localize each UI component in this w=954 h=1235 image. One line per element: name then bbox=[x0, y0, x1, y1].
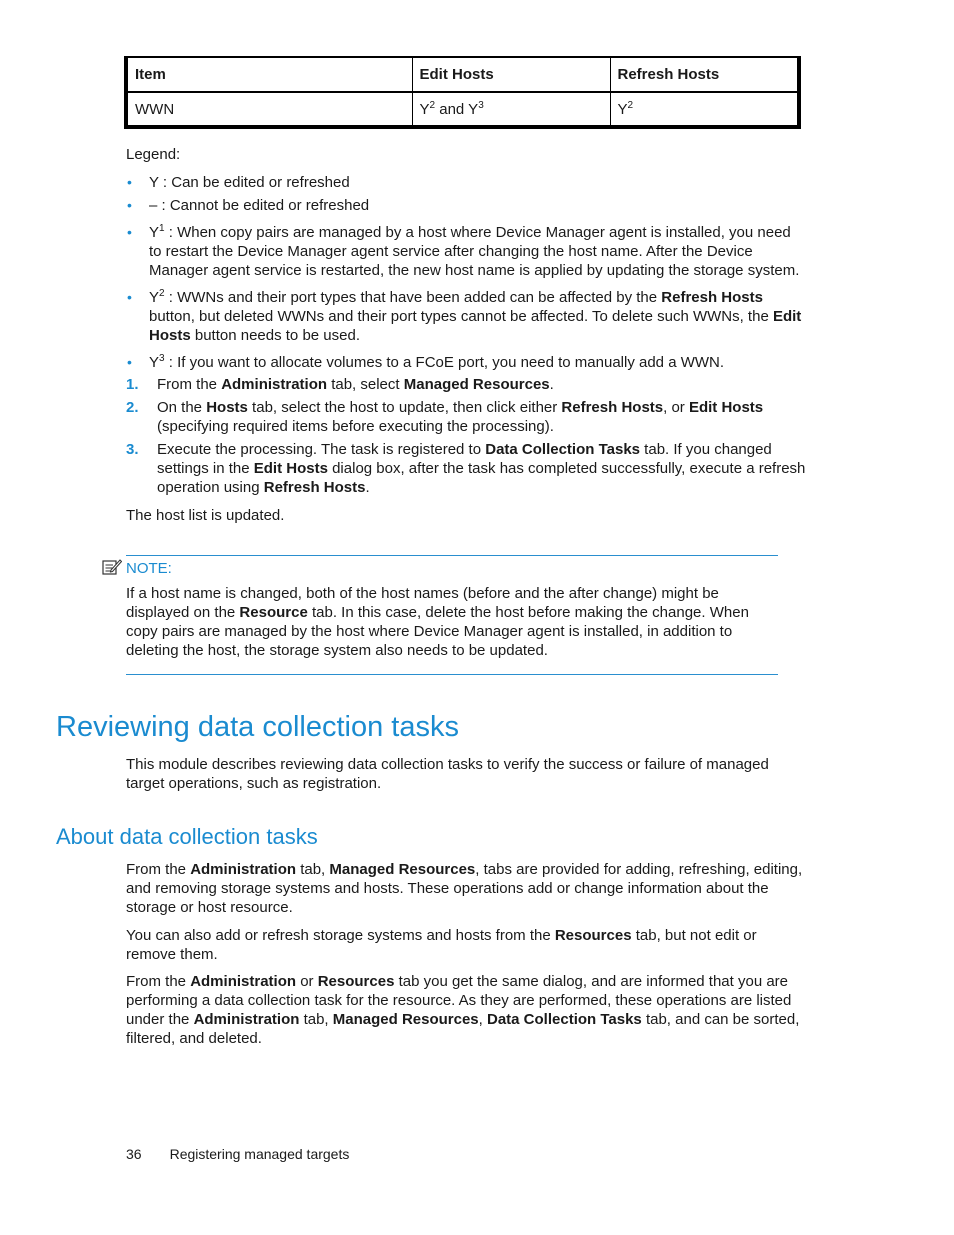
step-2: 2. On the Hosts tab, select the host to update, then click either Refresh Hosts, or Edit Hosts (specifying required items before executing the processing). bbox=[126, 399, 764, 435]
bullet-icon: • bbox=[127, 354, 132, 370]
page-footer bbox=[126, 1145, 349, 1164]
list-item: • – : Cannot be edited or refreshed bbox=[127, 197, 370, 214]
table-row bbox=[126, 92, 799, 127]
note-pencil-icon bbox=[102, 558, 122, 576]
list-item: • $Y^3$ : If you want to allocate volumes to a FCoE port, you need to manually add a WWN. bbox=[127, 353, 725, 371]
cell-refresh-hosts: $Y^2$ bbox=[610, 92, 799, 127]
note-text: If a host name is changed, both of the host names (before and the after change) might be displayed on the Resource tab. In this case, delete the host before making the change. When copy pairs are managed by the host where Device Manager agent is installed, in addition to deleting the host, the storage system also needs to be updated. bbox=[126, 585, 749, 659]
bullet-icon: • bbox=[127, 224, 132, 240]
paragraph: From the Administration tab, Managed Resources, tabs are provided for adding, refreshing, editing, and removing storage systems and hosts. These operations add or change information about the storage or host resource. bbox=[126, 861, 803, 916]
col-header-item: Item bbox=[126, 57, 412, 92]
list-item: • $Y^2$ : WWNs and their port types that have been added can be affected by the Refresh Hosts button, but deleted WWNs and their port types cannot be affected. To delete such WWNs, the Edit Hosts button needs to be used. bbox=[127, 288, 802, 344]
bullet-icon: • bbox=[127, 197, 132, 213]
page-number: 36 bbox=[126, 1146, 142, 1162]
note-label: NOTE: bbox=[126, 560, 172, 577]
col-header-edit-hosts: Edit Hosts bbox=[412, 57, 610, 92]
step-1: 1. From the Administration tab, select Managed Resources. bbox=[126, 376, 554, 393]
note-box bbox=[126, 555, 778, 675]
legend-label: Legend: bbox=[126, 146, 181, 163]
subsection-title: About data collection tasks bbox=[56, 824, 318, 849]
legend-list bbox=[126, 173, 806, 376]
section-intro: This module describes reviewing data collection tasks to verify the success or failure of managed target operations, such as registration. bbox=[126, 756, 769, 792]
table-header-row bbox=[126, 57, 799, 92]
cell-edit-hosts: $Y^2$ and $Y^3$ bbox=[412, 92, 610, 127]
paragraph: You can also add or refresh storage systems and hosts from the Resources tab, but not edit or remove them. bbox=[126, 927, 757, 963]
step-3: 3. Execute the processing. The task is registered to Data Collection Tasks tab. If you changed settings in the Edit Hosts dialog box, after the task has completed successfully, execute a refresh operation using Refresh Hosts. bbox=[126, 441, 806, 496]
step-result: The host list is updated. bbox=[126, 507, 285, 524]
chapter-title: Registering managed targets bbox=[169, 1146, 350, 1162]
list-item: • Y : Can be edited or refreshed bbox=[127, 174, 350, 191]
paragraph: From the Administration or Resources tab you get the same dialog, and are informed that you are performing a data collection task for the resource. As they are performed, these operations are listed under the Administration tab, Managed Resources, Data Collection Tasks tab, and can be sorted, filtered, and deleted. bbox=[126, 973, 800, 1047]
edit-refresh-table bbox=[124, 56, 801, 129]
list-item: • $Y^1$ : When copy pairs are managed by a host where Device Manager agent is installed, you need to restart the Device Manager agent service after changing the host name. After the Device Manager agent service is restarted, the new host name is applied by updating the storage system. bbox=[127, 223, 800, 279]
cell-item: WWN bbox=[135, 100, 175, 118]
col-header-refresh-hosts: Refresh Hosts bbox=[610, 57, 799, 92]
bullet-icon: • bbox=[127, 174, 132, 190]
procedure-steps bbox=[126, 375, 806, 501]
section-title: Reviewing data collection tasks bbox=[56, 711, 459, 743]
bullet-icon: • bbox=[127, 289, 132, 305]
